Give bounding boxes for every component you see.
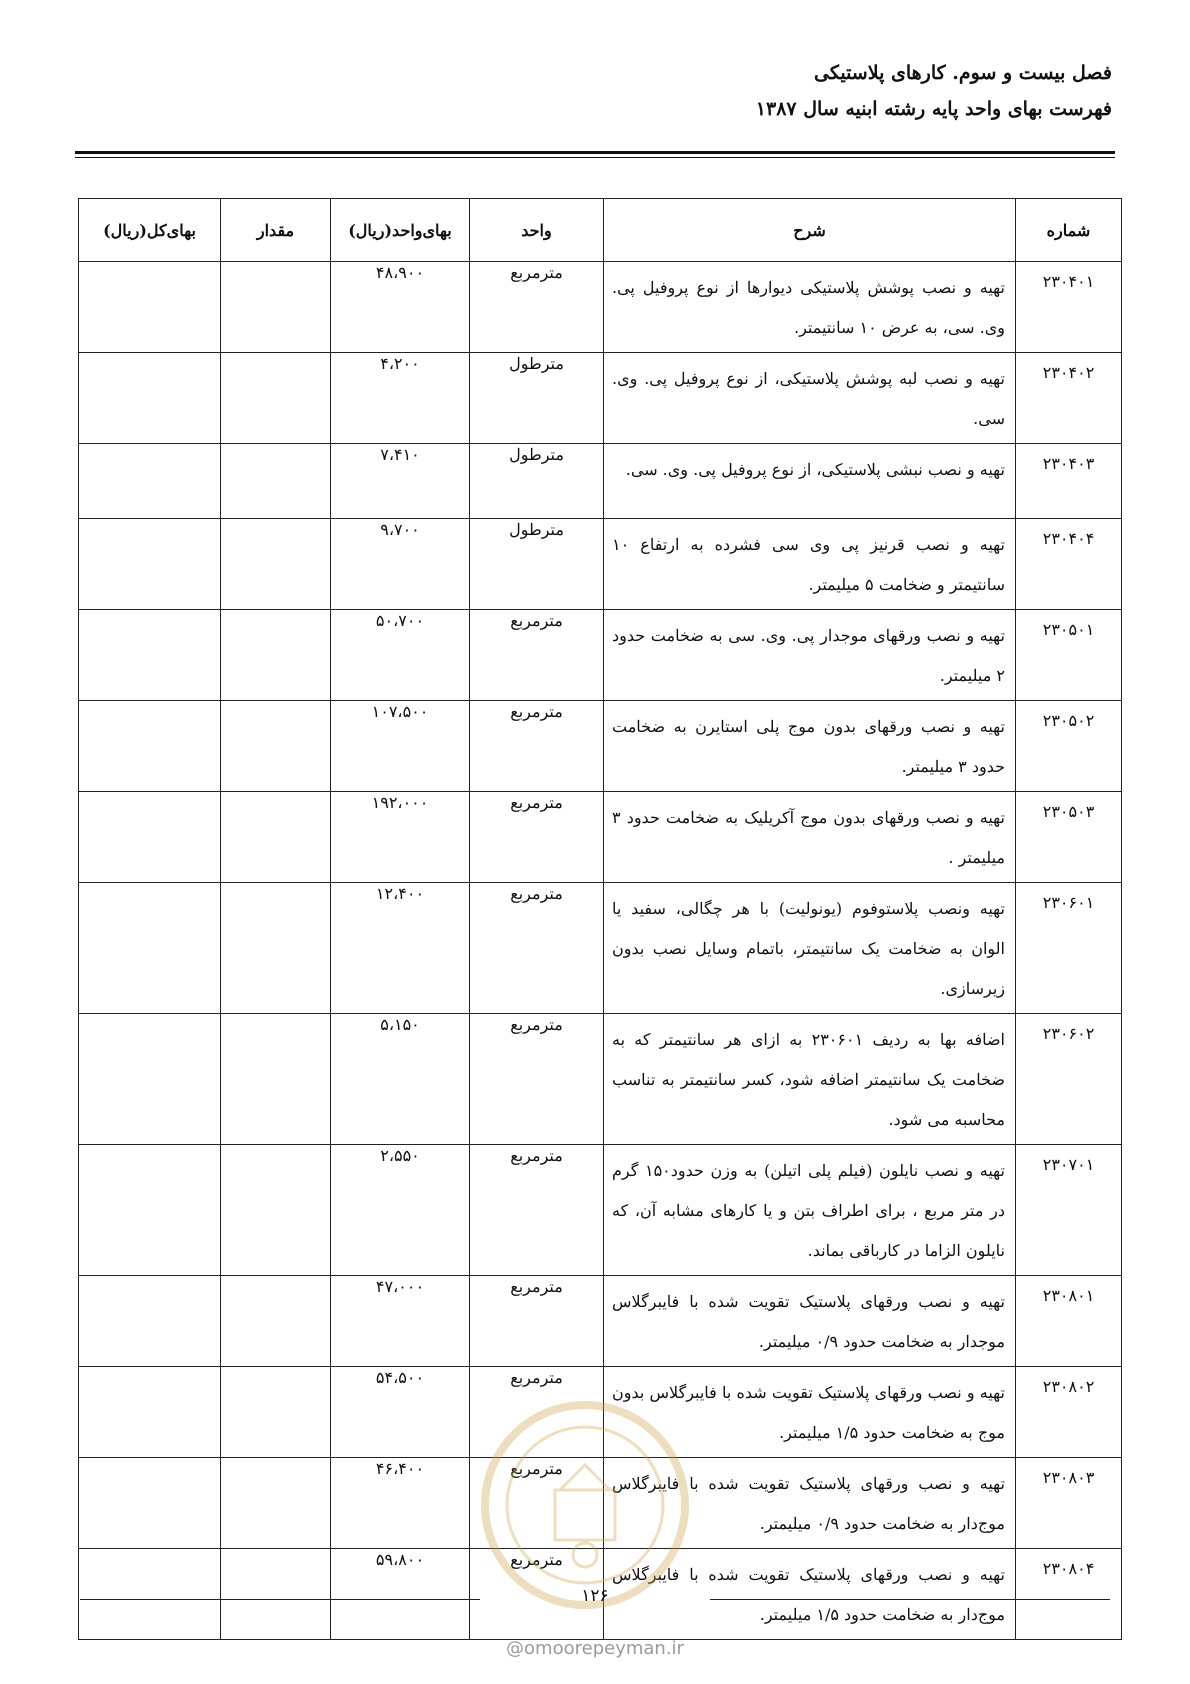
- row-quantity: [221, 1145, 331, 1276]
- table-row: [79, 1367, 1122, 1458]
- row-description: تهیه و نصب ورقهای پلاستیک تقویت شده با فایبرگلاس بدون موج به ضخامت حدود ۱/۵ میلیمتر.: [604, 1367, 1016, 1458]
- row-unit: مترمربع: [470, 883, 604, 1014]
- header-rule-thick: [75, 151, 1115, 154]
- header-total-price: بهای‌کل(ریال): [79, 199, 221, 262]
- row-unit: مترمربع: [470, 1014, 604, 1145]
- row-total-price: [79, 353, 221, 444]
- row-unit: مترمربع: [470, 701, 604, 792]
- row-code: ۲۳۰۶۰۲: [1016, 1014, 1122, 1145]
- table-row: [79, 1276, 1122, 1367]
- row-description: تهیه و نصب لبه پوشش پلاستیکی، از نوع پروفیل پی. وی. سی.: [604, 353, 1016, 444]
- row-unit-price: ۱۰۷،۵۰۰: [331, 701, 470, 792]
- row-quantity: [221, 1367, 331, 1458]
- row-description: تهیه و نصب ورقهای پلاستیک تقویت شده با فایبرگلاس موج‌دار به ضخامت حدود ۰/۹ میلیمتر.: [604, 1458, 1016, 1549]
- row-unit-price: ۵،۱۵۰: [331, 1014, 470, 1145]
- page-number: ۱۲۶: [581, 1586, 609, 1606]
- row-code: ۲۳۰۷۰۱: [1016, 1145, 1122, 1276]
- row-quantity: [221, 1276, 331, 1367]
- row-quantity: [221, 1458, 331, 1549]
- row-code: ۲۳۰۸۰۲: [1016, 1367, 1122, 1458]
- row-total-price: [79, 883, 221, 1014]
- row-description: تهیه و نصب ورقهای پلاستیک تقویت شده با فایبرگلاس موج‌دار به ضخامت حدود ۱/۵ میلیمتر.: [604, 1549, 1016, 1640]
- row-total-price: [79, 1549, 221, 1640]
- row-total-price: [79, 792, 221, 883]
- row-description: اضافه بها به ردیف ۲۳۰۶۰۱ به ازای هر سانتیمتر که به ضخامت یک سانتیمتر اضافه شود، کسر سانتیمتر به تناسب محاسبه می شود.: [604, 1014, 1016, 1145]
- row-total-price: [79, 701, 221, 792]
- table-row: [79, 1014, 1122, 1145]
- price-table: [78, 198, 1122, 1640]
- row-unit-price: ۵۴،۵۰۰: [331, 1367, 470, 1458]
- row-unit-price: ۵۹،۸۰۰: [331, 1549, 470, 1640]
- row-code: ۲۳۰۵۰۲: [1016, 701, 1122, 792]
- table-row: [79, 1458, 1122, 1549]
- row-total-price: [79, 262, 221, 353]
- row-unit: مترطول: [470, 444, 604, 519]
- row-description: تهیه و نصب پوشش پلاستیکی دیوارها از نوع پروفیل پی. وی. سی، به عرض ۱۰ سانتیمتر.: [604, 262, 1016, 353]
- row-quantity: [221, 444, 331, 519]
- row-unit: مترمربع: [470, 1549, 604, 1640]
- row-quantity: [221, 519, 331, 610]
- header-code: شماره: [1016, 199, 1122, 262]
- row-unit: مترمربع: [470, 610, 604, 701]
- row-unit-price: ۱۲،۴۰۰: [331, 883, 470, 1014]
- table-body: [79, 262, 1122, 1640]
- row-description: تهیه ونصب پلاستوفوم (یونولیت) با هر چگالی، سفید یا الوان به ضخامت یک سانتیمتر، باتمام وسایل نصب بدون زیرسازی.: [604, 883, 1016, 1014]
- table-row: [79, 353, 1122, 444]
- row-description: تهیه و نصب ورقهای بدون موج پلی استایرن به ضخامت حدود ۳ میلیمتر.: [604, 701, 1016, 792]
- row-description: تهیه و نصب ورقهای پلاستیک تقویت شده با فایبرگلاس موجدار به ضخامت حدود ۰/۹ میلیمتر.: [604, 1276, 1016, 1367]
- row-total-price: [79, 519, 221, 610]
- row-unit: مترمربع: [470, 792, 604, 883]
- row-description: تهیه و نصب نبشی پلاستیکی، از نوع پروفیل پی. وی. سی.: [604, 444, 1016, 519]
- row-description: تهیه و نصب ورقهای موجدار پی. وی. سی به ضخامت حدود ۲ میلیمتر.: [604, 610, 1016, 701]
- footer-rule-right: [710, 1599, 1110, 1600]
- row-unit-price: ۲،۵۵۰: [331, 1145, 470, 1276]
- row-unit-price: ۴۶،۴۰۰: [331, 1458, 470, 1549]
- row-total-price: [79, 1145, 221, 1276]
- row-code: ۲۳۰۵۰۱: [1016, 610, 1122, 701]
- row-total-price: [79, 610, 221, 701]
- table-header-row: [79, 199, 1122, 262]
- chapter-title: فصل بیست و سوم. کارهای پلاستیکی: [814, 62, 1112, 84]
- table-row: [79, 610, 1122, 701]
- row-quantity: [221, 701, 331, 792]
- table-row: [79, 1145, 1122, 1276]
- header-description: شرح: [604, 199, 1016, 262]
- row-unit: مترمربع: [470, 1367, 604, 1458]
- row-quantity: [221, 353, 331, 444]
- table-row: [79, 519, 1122, 610]
- row-unit: مترمربع: [470, 1145, 604, 1276]
- row-quantity: [221, 883, 331, 1014]
- header-unit: واحد: [470, 199, 604, 262]
- row-description: تهیه و نصب نایلون (فیلم پلی اتیلن) به وزن حدود۱۵۰ گرم در متر مربع ، برای اطراف بتن و یا کارهای مشابه آن، که نایلون الزاما در کارباقی بماند.: [604, 1145, 1016, 1276]
- row-code: ۲۳۰۸۰۱: [1016, 1276, 1122, 1367]
- row-unit-price: ۴،۲۰۰: [331, 353, 470, 444]
- table-row: [79, 444, 1122, 519]
- row-code: ۲۳۰۵۰۳: [1016, 792, 1122, 883]
- table-row: [79, 792, 1122, 883]
- row-description: تهیه و نصب ورقهای بدون موج آکریلیک به ضخامت حدود ۳ میلیمتر .: [604, 792, 1016, 883]
- table-row: [79, 262, 1122, 353]
- row-unit: مترمربع: [470, 1458, 604, 1549]
- row-unit-price: ۷،۴۱۰: [331, 444, 470, 519]
- row-total-price: [79, 1276, 221, 1367]
- row-unit-price: ۴۷،۰۰۰: [331, 1276, 470, 1367]
- row-unit-price: ۱۹۲،۰۰۰: [331, 792, 470, 883]
- row-quantity: [221, 610, 331, 701]
- row-unit-price: ۵۰،۷۰۰: [331, 610, 470, 701]
- row-code: ۲۳۰۴۰۳: [1016, 444, 1122, 519]
- row-unit-price: ۹،۷۰۰: [331, 519, 470, 610]
- row-total-price: [79, 1367, 221, 1458]
- row-code: ۲۳۰۴۰۱: [1016, 262, 1122, 353]
- table-row: [79, 883, 1122, 1014]
- row-total-price: [79, 1014, 221, 1145]
- row-total-price: [79, 444, 221, 519]
- price-list-title: فهرست بهای واحد پایه رشته ابنیه سال ۱۳۸۷: [755, 98, 1112, 120]
- row-code: ۲۳۰۶۰۱: [1016, 883, 1122, 1014]
- header-unit-price: بهای‌واحد(ریال): [331, 199, 470, 262]
- row-code: ۲۳۰۸۰۳: [1016, 1458, 1122, 1549]
- website-watermark: @omoorepeyman.ir: [506, 1638, 684, 1659]
- header-quantity: مقدار: [221, 199, 331, 262]
- footer-rule-left: [80, 1599, 480, 1600]
- row-unit: مترطول: [470, 353, 604, 444]
- page-header: [78, 58, 1112, 124]
- table-row: [79, 701, 1122, 792]
- row-code: ۲۳۰۴۰۲: [1016, 353, 1122, 444]
- row-unit-price: ۴۸،۹۰۰: [331, 262, 470, 353]
- row-code: ۲۳۰۸۰۴: [1016, 1549, 1122, 1640]
- row-quantity: [221, 792, 331, 883]
- row-description: تهیه و نصب قرنیز پی وی سی فشرده به ارتفاع ۱۰ سانتیمتر و ضخامت ۵ میلیمتر.: [604, 519, 1016, 610]
- row-unit: مترمربع: [470, 1276, 604, 1367]
- row-code: ۲۳۰۴۰۴: [1016, 519, 1122, 610]
- row-quantity: [221, 1014, 331, 1145]
- row-quantity: [221, 262, 331, 353]
- header-rule-thin: [75, 157, 1115, 158]
- row-quantity: [221, 1549, 331, 1640]
- row-unit: مترطول: [470, 519, 604, 610]
- row-unit: مترمربع: [470, 262, 604, 353]
- row-total-price: [79, 1458, 221, 1549]
